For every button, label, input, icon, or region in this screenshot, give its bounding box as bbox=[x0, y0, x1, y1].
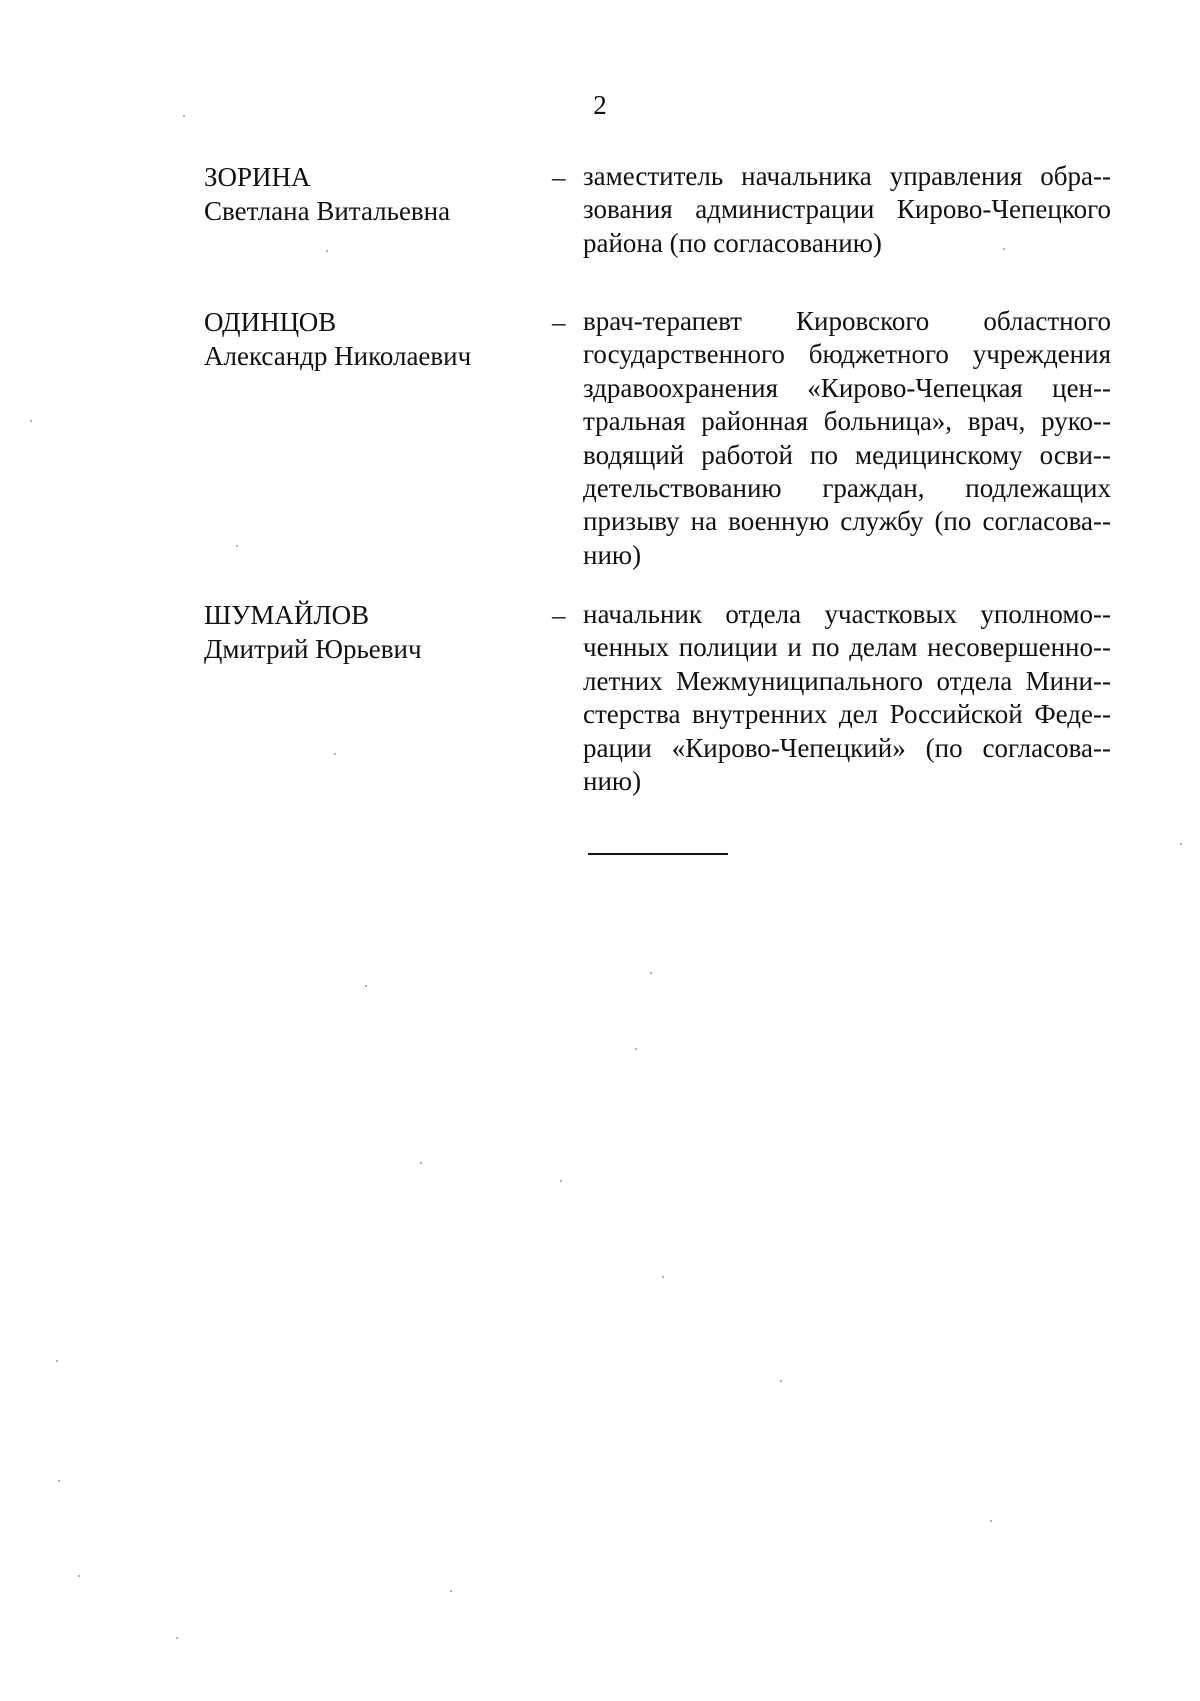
member-role: заместитель начальника управления обра-зования администрации Кирово-Чепецкого района (по согласованию) bbox=[583, 161, 1111, 258]
member-role: врач-терапевт Кировского областного государственного бюджетного учреждения здравоохранения «Кирово-Чепецкая цен-тральная районная больница», врач, руко-водящий работой по медицинскому осви-детельствованию граждан, подлежащих призыву на военную службу (по согласова-нию) bbox=[583, 306, 1111, 570]
end-of-list-rule bbox=[588, 853, 728, 855]
scan-speck bbox=[662, 1276, 664, 1278]
scan-speck bbox=[1003, 248, 1005, 250]
scan-speck bbox=[420, 1162, 422, 1164]
scan-speck bbox=[30, 420, 32, 422]
scan-speck bbox=[334, 753, 336, 755]
member-surname: ШУМАЙЛОВ bbox=[204, 600, 370, 630]
scan-speck bbox=[990, 1520, 992, 1522]
member-given-names: Светлана Витальевна bbox=[204, 196, 451, 226]
member-dash: – bbox=[552, 162, 566, 192]
page-number: 2 bbox=[593, 90, 607, 120]
scan-speck bbox=[780, 1380, 782, 1382]
scan-speck bbox=[560, 1180, 562, 1182]
member-dash: – bbox=[552, 307, 566, 337]
scan-speck bbox=[635, 1048, 637, 1050]
scan-speck bbox=[176, 1637, 178, 1639]
scan-speck bbox=[1180, 843, 1182, 845]
scan-speck bbox=[56, 1360, 58, 1362]
scan-speck bbox=[236, 545, 238, 547]
member-given-names: Александр Николаевич bbox=[204, 341, 472, 371]
member-role: начальник отдела участковых уполномо-ченных полиции и по делам несовершенно-летних Межмуниципального отдела Мини-стерства внутренних дел Российской Феде-рации «Кирово-Чепецкий» (по согласова-нию) bbox=[583, 599, 1111, 797]
member-given-names: Дмитрий Юрьевич bbox=[204, 634, 422, 664]
member-surname: ЗОРИНА bbox=[204, 162, 311, 192]
scan-speck bbox=[450, 1590, 452, 1592]
scan-speck bbox=[78, 1575, 80, 1577]
scan-speck bbox=[365, 985, 367, 987]
scan-speck bbox=[183, 115, 185, 117]
scan-speck bbox=[326, 250, 328, 252]
scan-speck bbox=[58, 1480, 60, 1482]
scan-speck bbox=[650, 972, 652, 974]
member-dash: – bbox=[552, 600, 566, 630]
member-surname: ОДИНЦОВ bbox=[204, 307, 337, 337]
